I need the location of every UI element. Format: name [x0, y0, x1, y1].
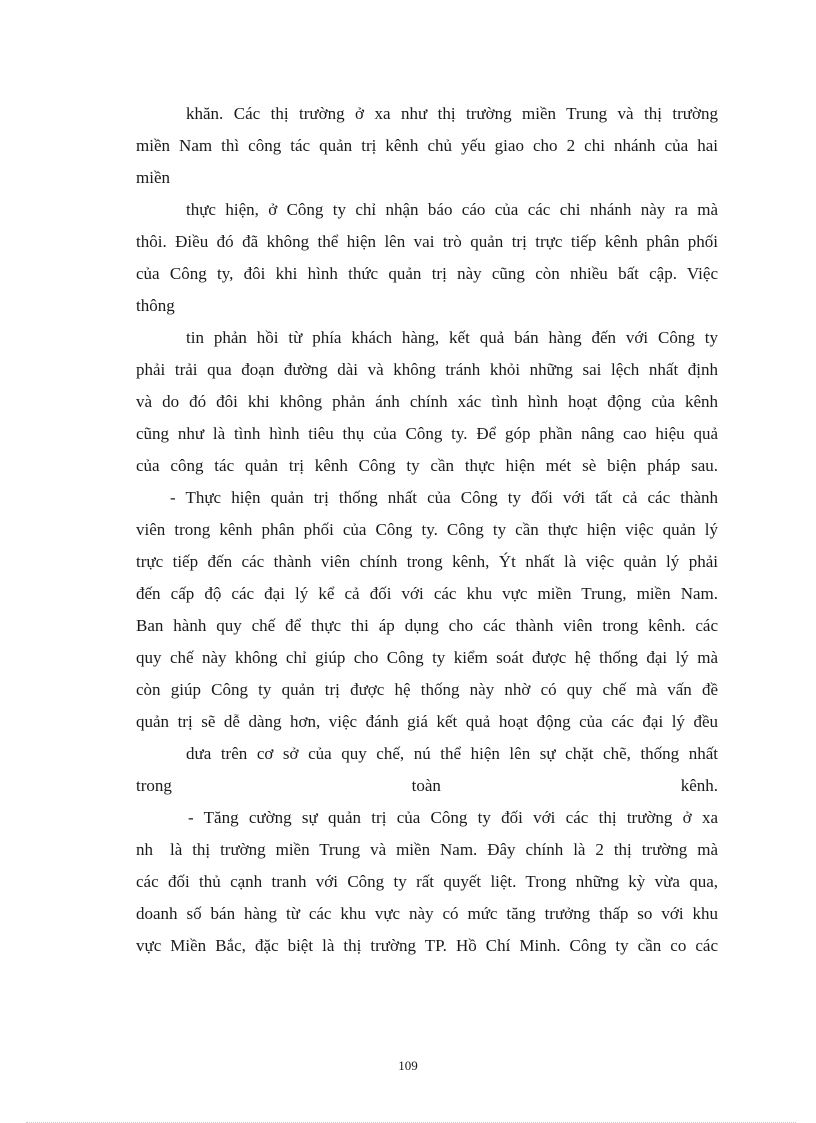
text-line: của công tác quản trị kênh Công ty cần thực hiện mét sè biện pháp sau. — [136, 456, 718, 475]
text-line: khăn. Các thị trường ở xa như thị trường miền Trung và thị trường — [186, 104, 718, 123]
text-line: miền Nam thì công tác quản trị kênh chủ yếu giao cho 2 chi nhánh của hai — [136, 136, 718, 155]
text-line — [136, 776, 718, 796]
text-line: quản trị sẽ dễ dàng hơn, việc đánh giá kết quả hoạt động của các đại lý đều — [136, 712, 718, 731]
text-line: tin phản hồi từ phía khách hàng, kết quả bán hàng đến với Công ty — [186, 328, 718, 347]
text-line: đến cấp độ các đại lý kể cả đối với các khu vực miền Trung, miền Nam. — [136, 584, 718, 603]
text-line: thực hiện, ở Công ty chỉ nhận báo cáo của các chi nhánh này ra mà — [186, 200, 718, 219]
text-line: doanh số bán hàng từ các khu vực này có mức tăng trưởng thấp so với khu — [136, 904, 718, 923]
page-number: 109 — [398, 1058, 418, 1073]
orphan-fragment: nh — [136, 840, 153, 859]
text-line: và do đó đôi khi không phản ánh chính xác tình hình hoạt động của kênh — [136, 392, 718, 411]
text-line: vực Miền Bắc, đặc biệt là thị trường TP. Hồ Chí Minh. Công ty cần co các — [136, 936, 718, 955]
text-line: thôi. Điều đó đã không thể hiện lên vai trò quản trị trực tiếp kênh phân phối — [136, 232, 718, 251]
text-line: miền — [136, 168, 170, 187]
text-line: viên trong kênh phân phối của Công ty. Công ty cần thực hiện việc quản lý — [136, 520, 718, 539]
text-line: quy chế này không chỉ giúp cho Công ty kiểm soát được hệ thống đại lý mà — [136, 648, 718, 667]
text-line: phải trải qua đoạn đường dài và không tránh khỏi những sai lệch nhất định — [136, 360, 718, 379]
text-line: cũng như là tình hình tiêu thụ của Công ty. Để góp phần nâng cao hiệu quả — [136, 424, 718, 443]
text-word: toàn — [411, 776, 441, 795]
text-word: trong — [136, 776, 172, 795]
text-line: của Công ty, đôi khi hình thức quản trị này cũng còn nhiều bất cập. Việc — [136, 264, 718, 283]
text-line: - Thực hiện quản trị thống nhất của Công ty đối với tất cả các thành — [170, 488, 718, 507]
text-line: dưa trên cơ sở của quy chế, nú thể hiện lên sự chặt chẽ, thống nhất — [186, 744, 718, 763]
text-line: Ban hành quy chế để thực thi áp dụng cho các thành viên trong kênh. các — [136, 616, 718, 635]
text-line: là thị trường miền Trung và miền Nam. Đây chính là 2 thị trường mà — [170, 840, 718, 859]
text-line: còn giúp Công ty quản trị được hệ thống này nhờ có quy chế mà vấn đề — [136, 680, 718, 699]
text-line: trực tiếp đến các thành viên chính trong kênh, Ýt nhất là việc quản lý phải — [136, 552, 718, 571]
text-word: kênh. — [680, 776, 718, 795]
text-line: thông — [136, 296, 175, 315]
text-line: các đối thủ cạnh tranh với Công ty rất quyết liệt. Trong những kỳ vừa qua, — [136, 872, 718, 891]
text-line: - Tăng cường sự quản trị của Công ty đối với các thị trường ở xa — [188, 808, 718, 827]
